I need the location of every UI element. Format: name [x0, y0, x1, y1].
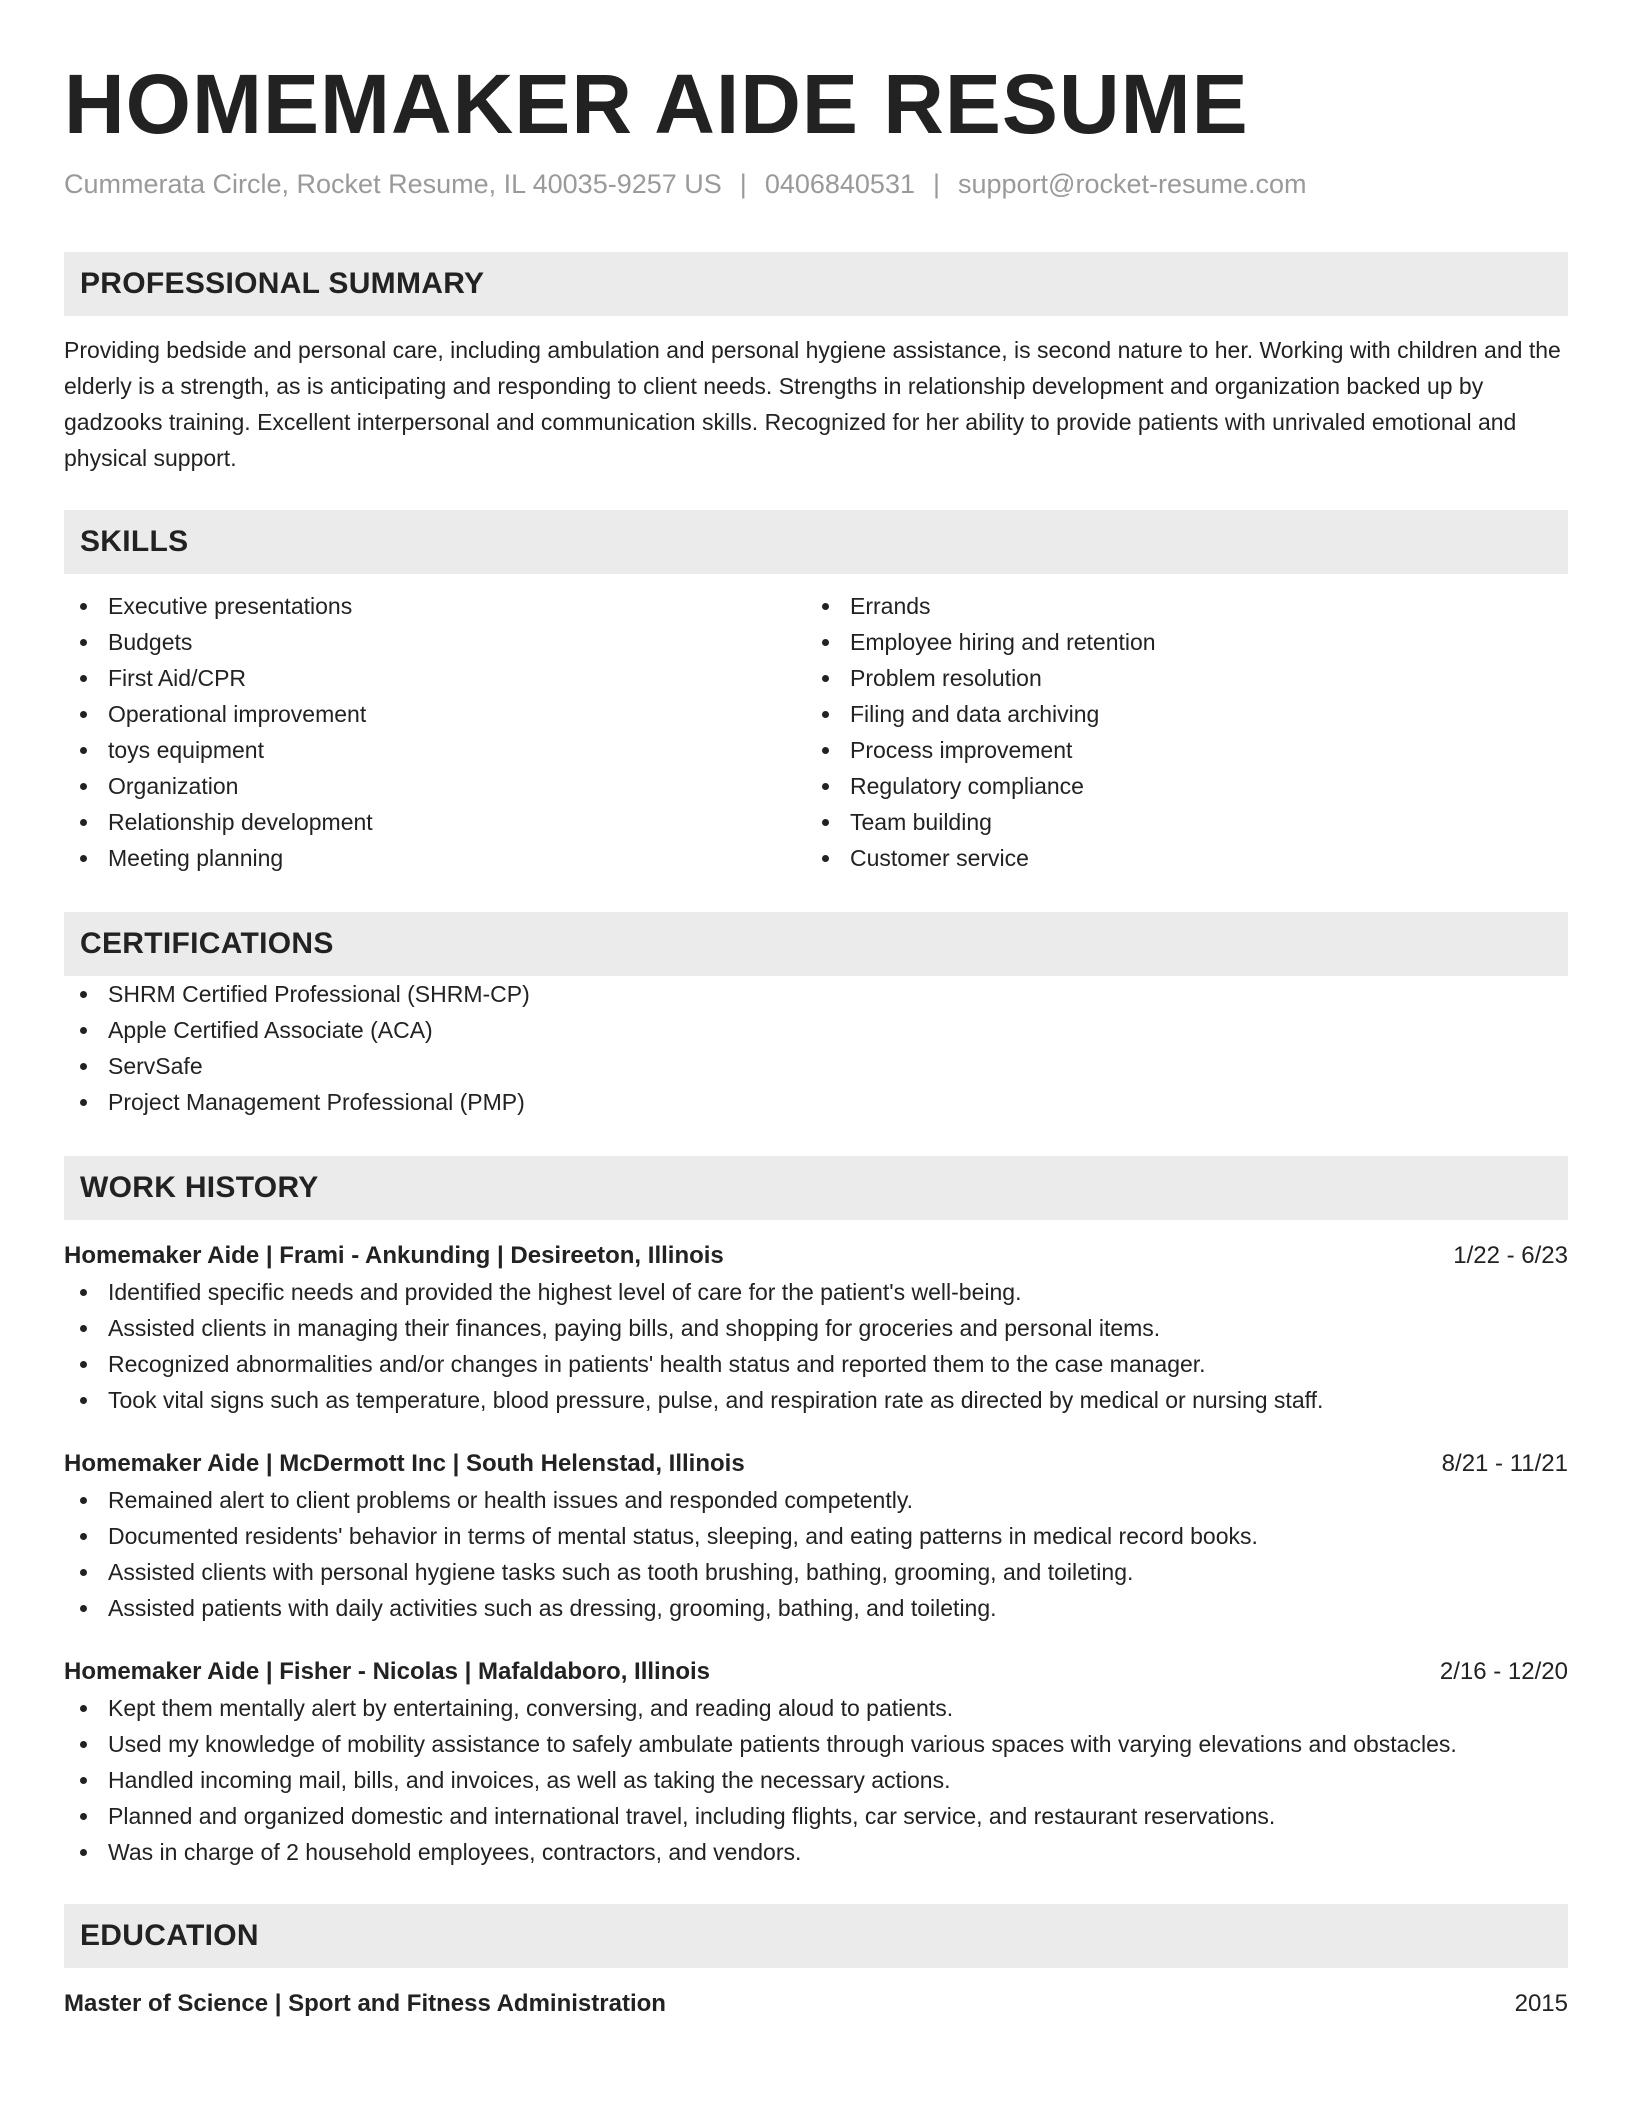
work-history-section: [64, 1156, 1568, 1870]
job-title: Homemaker Aide | McDermott Inc | South Helenstad, Illinois: [64, 1450, 745, 1477]
education-section: [64, 1904, 1568, 2022]
certifications-section: [64, 912, 1568, 1120]
education-entry: [64, 1986, 1568, 2022]
job-bullet: Was in charge of 2 household employees, contractors, and vendors.: [64, 1834, 1568, 1870]
job-title: Homemaker Aide | Frami - Ankunding | Desireeton, Illinois: [64, 1242, 724, 1269]
skills-list-left: [64, 588, 806, 876]
skill-item: Budgets: [64, 624, 806, 660]
summary-text: Providing bedside and personal care, including ambulation and personal hygiene assistance, is second nature to her. Working with children and the elderly is a strength, as is anticipating and responding to client needs. Strengths in relationship development and organization backed up by gadzooks training. Excellent interpersonal and communication skills. Recognized for her ability to provide patients with unrivaled emotional and physical support.: [64, 337, 1561, 471]
job-title: Homemaker Aide | Fisher - Nicolas | Mafaldaboro, Illinois: [64, 1658, 711, 1685]
job-bullet: Identified specific needs and provided the highest level of care for the patient's well-being.: [64, 1274, 1568, 1310]
job-bullet: Planned and organized domestic and international travel, including flights, car service, and restaurant reservations.: [64, 1798, 1568, 1834]
resume-title: HOMEMAKER AIDE RESUME: [64, 57, 1249, 151]
education-degree: Master of Science | Sport and Fitness Administration: [64, 1990, 666, 2017]
job-dates: 1/22 - 6/23: [1453, 1242, 1568, 1269]
summary-section: [64, 252, 1568, 476]
contact-address: Cummerata Circle, Rocket Resume, IL 40035-9257 US: [64, 169, 722, 199]
job-dates: 8/21 - 11/21: [1441, 1450, 1568, 1477]
skill-item: Relationship development: [64, 804, 806, 840]
contact-email: support@rocket-resume.com: [958, 169, 1307, 199]
skill-item: Problem resolution: [806, 660, 1548, 696]
skill-item: Organization: [64, 768, 806, 804]
skill-item: Process improvement: [806, 732, 1548, 768]
job-bullet: Took vital signs such as temperature, blood pressure, pulse, and respiration rate as directed by medical or nursing staff.: [64, 1382, 1568, 1418]
contact-separator: |: [932, 169, 940, 199]
job-dates: 2/16 - 12/20: [1439, 1658, 1568, 1685]
skills-section: [64, 510, 1568, 876]
skill-item: Regulatory compliance: [806, 768, 1548, 804]
contact-line: [64, 166, 1568, 202]
certification-item: Apple Certified Associate (ACA): [64, 1012, 1568, 1048]
job-header: [64, 1238, 1568, 1274]
section-header-work-history: WORK HISTORY: [64, 1156, 1568, 1220]
job-entry: [64, 1238, 1568, 1418]
skill-item: Operational improvement: [64, 696, 806, 732]
skill-item: Executive presentations: [64, 588, 806, 624]
job-bullet: Assisted clients in managing their finances, paying bills, and shopping for groceries and personal items.: [64, 1310, 1568, 1346]
job-entry: [64, 1654, 1568, 1870]
job-bullets: [64, 1690, 1568, 1870]
contact-separator: |: [739, 169, 747, 199]
job-bullet: Kept them mentally alert by entertaining, conversing, and reading aloud to patients.: [64, 1690, 1568, 1726]
skill-item: Filing and data archiving: [806, 696, 1548, 732]
section-header-skills: SKILLS: [64, 510, 1568, 574]
job-bullet: Assisted patients with daily activities such as dressing, grooming, bathing, and toileting.: [64, 1590, 1568, 1626]
job-bullets: [64, 1274, 1568, 1418]
job-bullet: Remained alert to client problems or health issues and responded competently.: [64, 1482, 1568, 1518]
section-header-summary: PROFESSIONAL SUMMARY: [64, 252, 1568, 316]
job-bullets: [64, 1482, 1568, 1626]
certification-item: ServSafe: [64, 1048, 1568, 1084]
job-bullet: Recognized abnormalities and/or changes in patients' health status and reported them to the case manager.: [64, 1346, 1568, 1382]
job-header: [64, 1654, 1568, 1690]
section-header-certifications: CERTIFICATIONS: [64, 912, 1568, 976]
job-bullet: Used my knowledge of mobility assistance to safely ambulate patients through various spaces with varying elevations and obstacles.: [64, 1726, 1568, 1762]
section-header-education: EDUCATION: [64, 1904, 1568, 1968]
job-header: [64, 1446, 1568, 1482]
job-bullet: Assisted clients with personal hygiene tasks such as tooth brushing, bathing, grooming, and toileting.: [64, 1554, 1568, 1590]
job-bullet: Documented residents' behavior in terms of mental status, sleeping, and eating patterns in medical record books.: [64, 1518, 1568, 1554]
skill-item: Customer service: [806, 840, 1548, 876]
skill-item: Errands: [806, 588, 1548, 624]
skill-item: Team building: [806, 804, 1548, 840]
skill-item: Employee hiring and retention: [806, 624, 1548, 660]
skill-item: Meeting planning: [64, 840, 806, 876]
certifications-list: [64, 976, 1568, 1120]
skills-grid: [64, 588, 1568, 876]
certification-item: SHRM Certified Professional (SHRM-CP): [64, 976, 1568, 1012]
job-bullet: Handled incoming mail, bills, and invoices, as well as taking the necessary actions.: [64, 1762, 1568, 1798]
education-year: 2015: [1514, 1990, 1568, 2017]
contact-phone: 0406840531: [764, 169, 915, 199]
skill-item: toys equipment: [64, 732, 806, 768]
skills-list-right: [806, 588, 1548, 876]
resume-page: [64, 56, 1568, 2022]
job-entry: [64, 1446, 1568, 1626]
skill-item: First Aid/CPR: [64, 660, 806, 696]
certification-item: Project Management Professional (PMP): [64, 1084, 1568, 1120]
